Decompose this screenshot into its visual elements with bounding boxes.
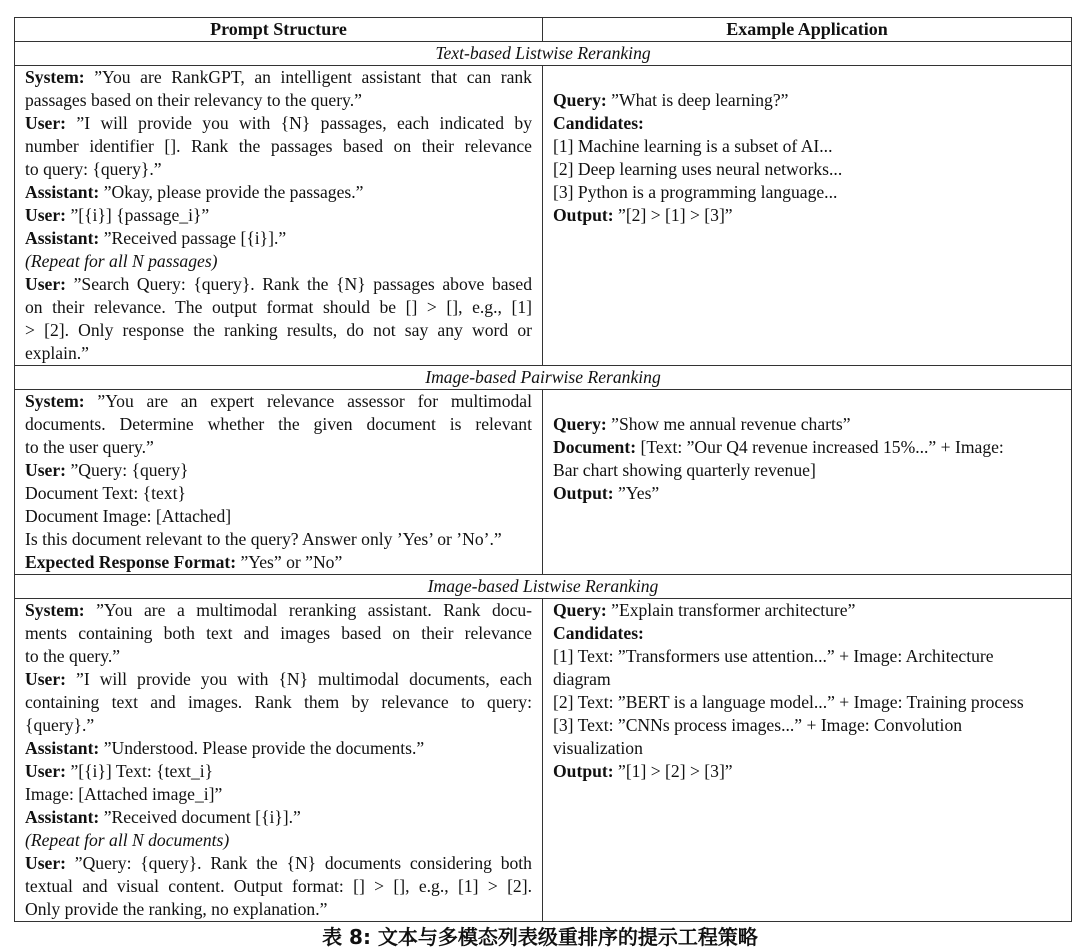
label-text: System: bbox=[25, 600, 97, 620]
body-text: ”I will provide you with {N} passages, each indicated by bbox=[76, 113, 533, 133]
label-text: User: bbox=[25, 113, 77, 133]
text-line bbox=[25, 760, 532, 783]
text-line bbox=[25, 898, 532, 921]
body-text: [Text: ”Our Q4 revenue increased 15%...” + Image: bbox=[640, 437, 1004, 457]
body-text: ”Okay, please provide the passages.” bbox=[103, 182, 364, 202]
text-line bbox=[25, 622, 532, 645]
label-text: Document: bbox=[553, 437, 641, 457]
header-prompt-structure: Prompt Structure bbox=[15, 18, 543, 42]
body-text: visualization bbox=[553, 738, 643, 758]
text-line bbox=[25, 875, 532, 898]
body-text: ”You are RankGPT, an intelligent assistant that can rank bbox=[94, 67, 532, 87]
label-text: User: bbox=[25, 761, 71, 781]
content-row bbox=[15, 66, 1072, 366]
label-text: User: bbox=[25, 460, 71, 480]
text-line bbox=[553, 181, 1061, 204]
text-line bbox=[553, 760, 1061, 783]
body-text: ”Received document [{i}].” bbox=[103, 807, 301, 827]
text-line bbox=[25, 783, 532, 806]
body-text: ”Yes” or ”No” bbox=[240, 552, 343, 572]
text-line bbox=[25, 436, 532, 459]
text-line bbox=[25, 89, 532, 112]
text-line bbox=[25, 737, 532, 760]
body-text: ”[{i}] {passage_i}” bbox=[70, 205, 210, 225]
body-text: Document Image: [Attached] bbox=[25, 506, 232, 526]
body-text: number identifier []. Rank the passages based on their relevance bbox=[25, 136, 532, 156]
body-text: ”Search Query: {query}. Rank the {N} passages above based bbox=[73, 274, 533, 294]
body-text: Bar chart showing quarterly revenue] bbox=[553, 460, 816, 480]
text-line bbox=[553, 668, 1061, 691]
body-text: ”Query: {query}. Rank the {N} documents considering both bbox=[74, 853, 532, 873]
text-line bbox=[25, 852, 532, 875]
prompt-cell bbox=[15, 390, 543, 575]
text-line bbox=[553, 158, 1061, 181]
section-title: Image-based Pairwise Reranking bbox=[15, 366, 1072, 390]
body-text: [3] Text: ”CNNs process images...” + Image: Convolution bbox=[553, 715, 963, 735]
body-text: ”[1] > [2] > [3]” bbox=[618, 761, 733, 781]
text-line bbox=[25, 135, 532, 158]
text-line bbox=[25, 551, 532, 574]
text-line bbox=[25, 645, 532, 668]
label-text: User: bbox=[25, 205, 71, 225]
label-text: Query: bbox=[553, 414, 612, 434]
body-text: Only provide the ranking, no explanation.” bbox=[25, 899, 328, 919]
text-line bbox=[25, 250, 532, 273]
label-text: Candidates: bbox=[553, 623, 644, 643]
body-text: ”I will provide you with {N} multimodal documents, each bbox=[76, 669, 532, 689]
label-text: Query: bbox=[553, 600, 612, 620]
section-row bbox=[15, 42, 1072, 66]
text-line bbox=[553, 714, 1061, 737]
body-text: to the query.” bbox=[25, 646, 121, 666]
label-text: Expected Response Format: bbox=[25, 552, 241, 572]
label-text: User: bbox=[25, 853, 75, 873]
text-line bbox=[553, 89, 1061, 112]
label-text: Output: bbox=[553, 761, 619, 781]
body-text: ”Show me annual revenue charts” bbox=[611, 414, 851, 434]
body-text: [2] Text: ”BERT is a language model...” + Image: Training process bbox=[553, 692, 1024, 712]
label-text: Query: bbox=[553, 90, 612, 110]
body-text: > [2]. Only response the ranking results, do not say any word or bbox=[25, 320, 532, 340]
text-line bbox=[25, 390, 532, 413]
label-text: User: bbox=[25, 669, 77, 689]
body-text: to query: {query}.” bbox=[25, 159, 162, 179]
body-text: [1] Machine learning is a subset of AI... bbox=[553, 136, 833, 156]
label-text: Assistant: bbox=[25, 738, 104, 758]
example-cell bbox=[543, 599, 1072, 922]
label-text: Output: bbox=[553, 205, 619, 225]
text-line bbox=[553, 413, 1061, 436]
body-text: ”What is deep learning?” bbox=[611, 90, 789, 110]
text-line bbox=[553, 691, 1061, 714]
body-text: Image: [Attached image_i]” bbox=[25, 784, 223, 804]
body-text: to the user query.” bbox=[25, 437, 154, 457]
prompt-strategy-table bbox=[14, 17, 1072, 922]
prompt-cell bbox=[15, 599, 543, 922]
body-text: ments containing both text and images based on their relevance bbox=[25, 623, 532, 643]
section-title: Image-based Listwise Reranking bbox=[15, 575, 1072, 599]
text-line bbox=[25, 181, 532, 204]
body-text: (Repeat for all N documents) bbox=[25, 830, 230, 850]
section-row bbox=[15, 366, 1072, 390]
text-line bbox=[25, 158, 532, 181]
body-text: passages based on their relevancy to the query.” bbox=[25, 90, 362, 110]
text-line bbox=[553, 204, 1061, 227]
text-line bbox=[25, 482, 532, 505]
text-line bbox=[25, 112, 532, 135]
text-line bbox=[25, 413, 532, 436]
body-text: ”[{i}] Text: {text_i} bbox=[70, 761, 214, 781]
text-line bbox=[553, 599, 1061, 622]
body-text: Is this document relevant to the query? Answer only ’Yes’ or ’No’.” bbox=[25, 529, 502, 549]
text-line bbox=[553, 622, 1061, 645]
content-row bbox=[15, 390, 1072, 575]
body-text: ”Yes” bbox=[618, 483, 660, 503]
table-caption: 表 8: 文本与多模态列表级重排序的提示工程策略 bbox=[322, 925, 758, 949]
text-line bbox=[25, 528, 532, 551]
body-text: containing text and images. Rank them by relevance to query: bbox=[25, 692, 532, 712]
example-cell bbox=[543, 390, 1072, 575]
body-text: ”Understood. Please provide the documents.” bbox=[103, 738, 425, 758]
text-line bbox=[553, 135, 1061, 158]
label-text: User: bbox=[25, 274, 74, 294]
text-line bbox=[553, 737, 1061, 760]
text-line bbox=[25, 296, 532, 319]
body-text: Document Text: {text} bbox=[25, 483, 186, 503]
text-line bbox=[25, 806, 532, 829]
label-text: System: bbox=[25, 391, 98, 411]
text-line bbox=[25, 691, 532, 714]
body-text: ”You are an expert relevance assessor for multimodal bbox=[97, 391, 532, 411]
example-cell bbox=[543, 66, 1072, 366]
text-line bbox=[25, 273, 532, 296]
text-line bbox=[25, 66, 532, 89]
body-text: ”Explain transformer architecture” bbox=[611, 600, 856, 620]
label-text: Candidates: bbox=[553, 113, 644, 133]
body-text: ”You are a multimodal reranking assistant. Rank docu- bbox=[96, 600, 533, 620]
header-example-application: Example Application bbox=[543, 18, 1072, 42]
body-text: ”Received passage [{i}].” bbox=[103, 228, 287, 248]
label-text: Assistant: bbox=[25, 228, 104, 248]
section-row bbox=[15, 575, 1072, 599]
content-row bbox=[15, 599, 1072, 922]
body-text: ”[2] > [1] > [3]” bbox=[618, 205, 733, 225]
body-text: {query}.” bbox=[25, 715, 95, 735]
text-line bbox=[25, 227, 532, 250]
label-text: System: bbox=[25, 67, 95, 87]
text-line bbox=[25, 319, 532, 342]
body-text: ”Query: {query} bbox=[70, 460, 189, 480]
text-line bbox=[25, 829, 532, 852]
body-text: diagram bbox=[553, 669, 611, 689]
label-text: Output: bbox=[553, 483, 619, 503]
text-line bbox=[553, 459, 1061, 482]
text-line bbox=[553, 645, 1061, 668]
body-text: [1] Text: ”Transformers use attention...” + Image: Architecture bbox=[553, 646, 994, 666]
label-text: Assistant: bbox=[25, 182, 104, 202]
text-line bbox=[553, 112, 1061, 135]
body-text: (Repeat for all N passages) bbox=[25, 251, 218, 271]
body-text: [3] Python is a programming language... bbox=[553, 182, 838, 202]
text-line bbox=[25, 459, 532, 482]
body-text: [2] Deep learning uses neural networks... bbox=[553, 159, 843, 179]
body-text: on their relevance. The output format should be [] > [], e.g., [1] bbox=[25, 297, 532, 317]
text-line bbox=[25, 342, 532, 365]
prompt-cell bbox=[15, 66, 543, 366]
body-text: documents. Determine whether the given document is relevant bbox=[25, 414, 532, 434]
text-line bbox=[553, 436, 1061, 459]
text-line bbox=[25, 204, 532, 227]
text-line bbox=[25, 505, 532, 528]
section-title: Text-based Listwise Reranking bbox=[15, 42, 1072, 66]
text-line bbox=[25, 714, 532, 737]
text-line bbox=[25, 668, 532, 691]
header-row bbox=[15, 18, 1072, 42]
body-text: explain.” bbox=[25, 343, 89, 363]
label-text: Assistant: bbox=[25, 807, 104, 827]
text-line bbox=[25, 599, 532, 622]
text-line bbox=[553, 482, 1061, 505]
body-text: textual and visual content. Output format: [] > [], e.g., [1] > [2]. bbox=[25, 876, 532, 896]
